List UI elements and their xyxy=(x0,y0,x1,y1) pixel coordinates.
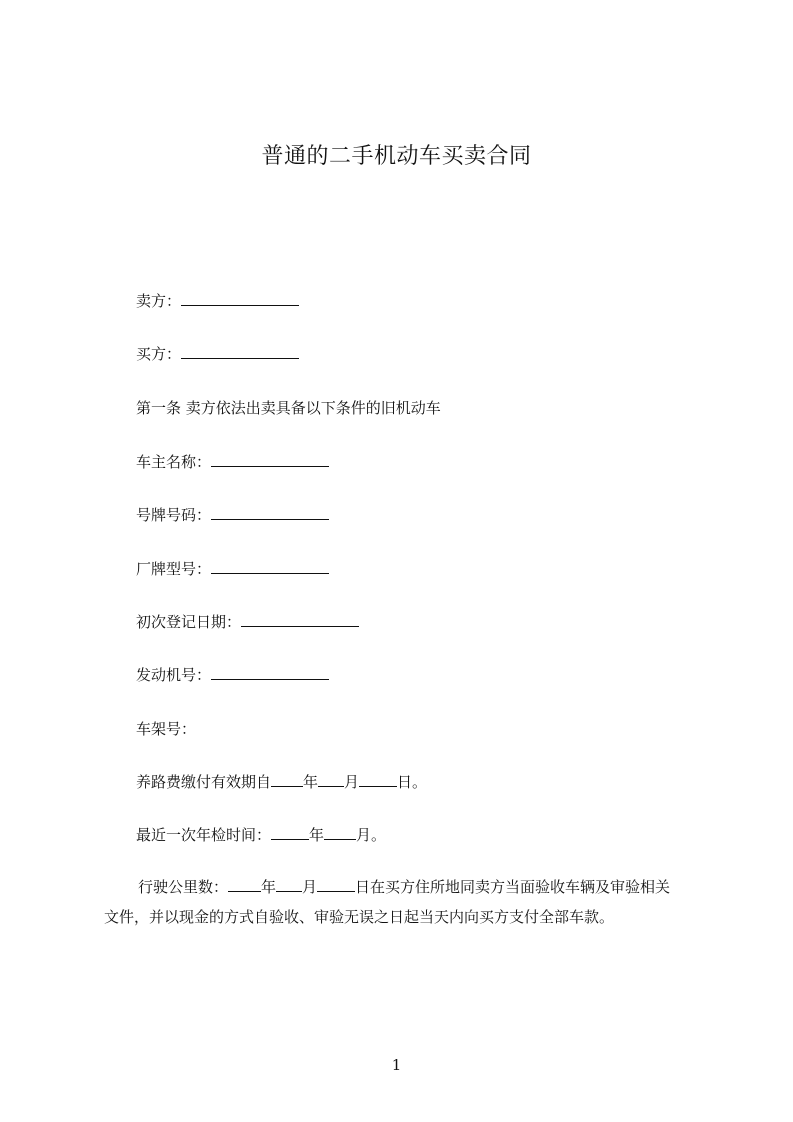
plate-label: 号牌号码： xyxy=(136,506,212,524)
engine-line xyxy=(136,665,329,685)
brand-label: 厂牌型号： xyxy=(136,560,212,578)
road-fee-year-blank[interactable] xyxy=(271,772,303,787)
inspection-line xyxy=(136,825,386,845)
inspection-year: 年 xyxy=(309,826,325,844)
mileage-year: 年 xyxy=(261,878,277,896)
plate-line xyxy=(136,505,329,525)
inspection-prefix: 最近一次年检时间： xyxy=(136,826,272,844)
road-fee-day: 日。 xyxy=(397,773,428,791)
mileage-line-2: 文件，并以现金的方式自验收、审验无误之日起当天内向买方支付全部车款。 xyxy=(104,908,615,926)
owner-name-blank[interactable] xyxy=(211,452,329,467)
reg-date-blank[interactable] xyxy=(241,612,359,627)
road-fee-month-blank[interactable] xyxy=(318,772,344,787)
road-fee-line xyxy=(136,772,427,792)
seller-blank[interactable] xyxy=(181,291,299,306)
article-1-heading: 第一条 卖方依法出卖具备以下条件的旧机动车 xyxy=(136,399,441,417)
plate-blank[interactable] xyxy=(211,505,329,520)
frame-line xyxy=(136,719,196,739)
engine-label: 发动机号： xyxy=(136,666,212,684)
buyer-blank[interactable] xyxy=(181,344,299,359)
road-fee-year: 年 xyxy=(303,773,319,791)
mileage-paragraph xyxy=(104,872,704,932)
road-fee-day-blank[interactable] xyxy=(359,772,397,787)
mileage-year-blank[interactable] xyxy=(228,877,261,892)
page-number: 1 xyxy=(391,1056,402,1074)
mileage-prefix: 行驶公里数： xyxy=(138,878,229,896)
road-fee-month: 月 xyxy=(344,773,360,791)
inspection-month: 月。 xyxy=(356,826,387,844)
inspection-year-blank[interactable] xyxy=(271,825,309,840)
mileage-month: 月 xyxy=(302,878,318,896)
engine-blank[interactable] xyxy=(211,665,329,680)
reg-date-label: 初次登记日期： xyxy=(136,613,242,631)
owner-name-label: 车主名称： xyxy=(136,453,212,471)
mileage-day-blank[interactable] xyxy=(317,877,355,892)
reg-date-line xyxy=(136,612,359,632)
mileage-month-blank[interactable] xyxy=(276,877,302,892)
seller-label: 卖方： xyxy=(136,292,182,310)
seller-line xyxy=(136,291,299,311)
road-fee-prefix: 养路费缴付有效期自 xyxy=(136,773,272,791)
document-title: 普通的二手机动车买卖合同 xyxy=(261,144,532,169)
brand-blank[interactable] xyxy=(211,559,329,574)
buyer-label: 买方： xyxy=(136,345,182,363)
owner-name-line xyxy=(136,452,329,472)
brand-line xyxy=(136,559,329,579)
inspection-month-blank[interactable] xyxy=(324,825,356,840)
mileage-rest: 日在买方住所地同卖方当面验收车辆及审验相关 xyxy=(355,878,671,896)
frame-label: 车架号： xyxy=(136,720,197,738)
buyer-line xyxy=(136,344,299,364)
mileage-line-1 xyxy=(104,872,704,902)
